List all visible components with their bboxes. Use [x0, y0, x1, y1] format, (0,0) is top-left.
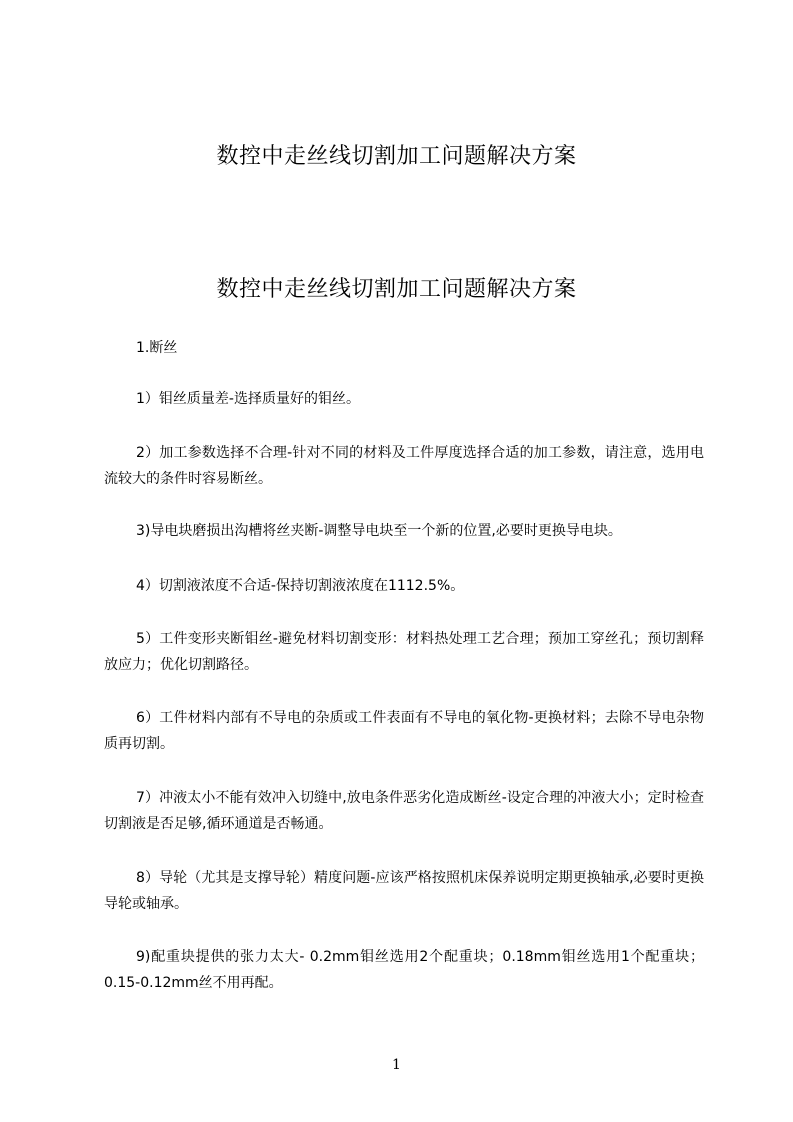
document-title: 数控中走丝线切割加工问题解决方案 [216, 277, 577, 302]
paragraph: 4）切割液浓度不合适-保持切割液浓度在1112.5%。 [136, 578, 465, 594]
paragraph: 7）冲液太小不能有效冲入切缝中,放电条件恶劣化造成断丝-设定合理的冲液大小；定时检查切割液是否足够,循环通道是否畅通。 [104, 790, 704, 832]
page-number: 1 [392, 1057, 401, 1073]
paragraph: 3)导电块磨损出沟槽将丝夹断-调整导电块至一个新的位置,必要时更换导电块。 [136, 523, 622, 539]
paragraph: 9)配重块提供的张力太大- 0.2mm钼丝选用2个配重块；0.18mm钼丝选用1个配重块；0.15-0.12mm丝不用再配。 [104, 949, 704, 991]
paragraph: 2）加工参数选择不合理-针对不同的材料及工件厚度选择合适的加工参数，请注意，选用电流较大的条件时容易断丝。 [104, 445, 704, 487]
paragraph: 8）导轮（尤其是支撑导轮）精度问题-应该严格按照机床保养说明定期更换轴承,必要时更换导轮或轴承。 [104, 870, 704, 912]
header-title: 数控中走丝线切割加工问题解决方案 [216, 144, 577, 169]
section-heading: 1.断丝 [136, 340, 178, 356]
paragraph: 1）钼丝质量差-选择质量好的钼丝。 [136, 391, 360, 407]
paragraph: 6）工件材料内部有不导电的杂质或工件表面有不导电的氧化物-更换材料；去除不导电杂物质再切割。 [104, 710, 704, 752]
paragraph: 5）工件变形夹断钼丝-避免材料切割变形：材料热处理工艺合理；预加工穿丝孔；预切割释放应力；优化切割路径。 [104, 631, 704, 673]
